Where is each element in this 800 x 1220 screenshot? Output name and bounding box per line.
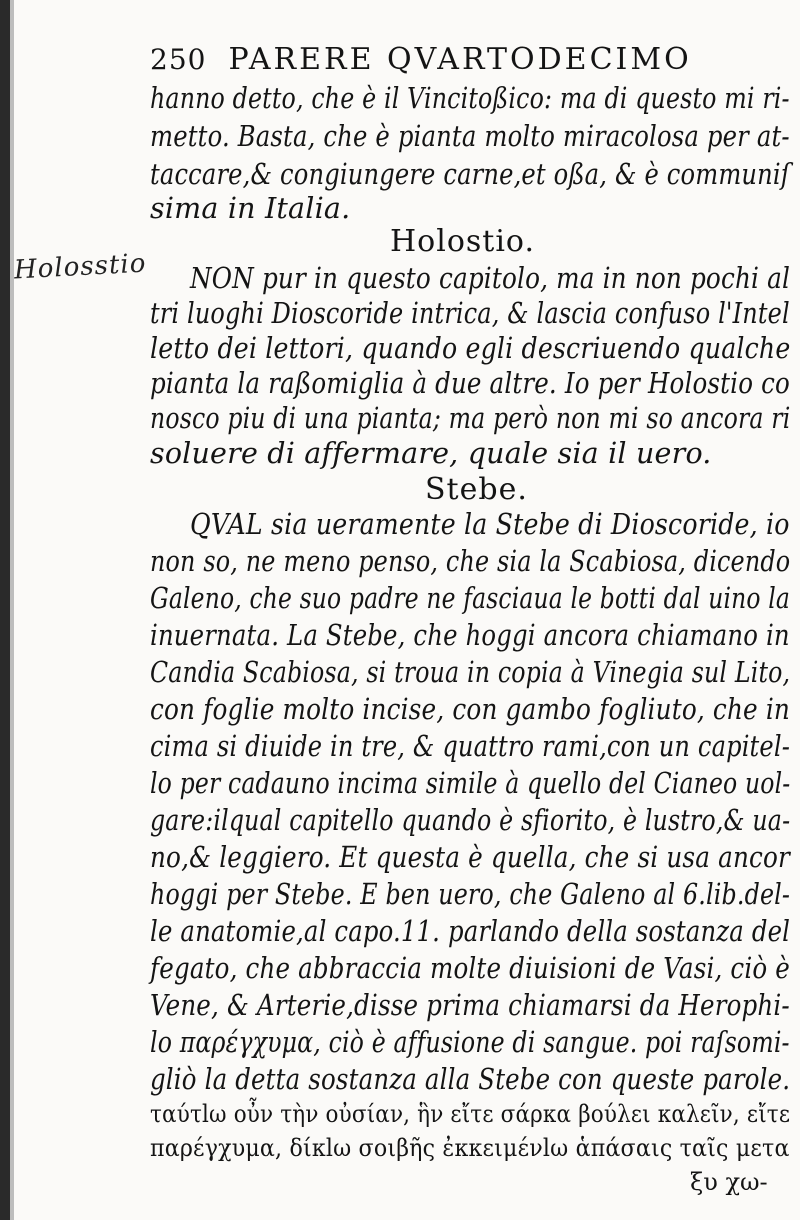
text-line: con foglie molto incise, con gambo fogliuto, che in (150, 693, 791, 726)
text-line: hoggi per Stebe. E ben uero, che Galeno al 6.lib.del- (150, 878, 791, 911)
text-line: inuernata. La Stebe, che hoggi ancora chiamano in (150, 619, 790, 652)
text-line: Candia Scabiosa, si troua in copia à Vinegia sul Lito, (150, 656, 791, 689)
text-line: hanno detto, che è il Vincitoßico: ma di questo mi ri- (150, 82, 790, 115)
text-line: non so, ne meno penso, che sia la Scabiosa, dicendo (150, 545, 791, 578)
text-line: fegato, che abbraccia molte diuisioni de Vasi, ciò è (150, 952, 790, 985)
text-line: lo per cadauno incima simile à quello del Cianeo uol- (150, 767, 791, 800)
text-line: le anatomie,al capo.11. parlando della sostanza del (150, 915, 791, 948)
text-line: tri luoghi Dioscoride intrica, & lascia confuso l'Intel (150, 297, 790, 330)
page-gutter-shadow (0, 0, 10, 1220)
running-title: PARERE QVARTODECIMO (228, 42, 692, 77)
section-heading-stebe: Stebe. (425, 472, 528, 507)
text-line: cima si diuide in tre, & quattro rami,con un capitel- (150, 730, 791, 763)
text-line: gare:ilqual capitello quando è sfiorito, è lustro,& ua- (150, 804, 791, 837)
text-line: pianta la raßomiglia à due altre. Io per Holostio co (150, 367, 790, 400)
section-heading-holostio: Holostio. (390, 224, 535, 259)
text-line: metto. Basta, che è pianta molto miracolosa per at- (150, 120, 790, 153)
text-line: soluere di affermare, quale sia il uero. (150, 437, 712, 470)
catchword: ξυ χω- (690, 1168, 768, 1196)
text-line: gliò la detta sostanza alla Stebe con queste parole. (150, 1063, 791, 1096)
greek-text-line: ταύτlω οὖν τὴν οὐσίαν, ἣν εἴτε σάρκα βούλει καλεῖν, εἴτε (150, 1100, 791, 1128)
text-line: taccare,& congiungere carne,et oßa, & è communiſ (150, 158, 790, 191)
text-line: nosco piu di una pianta; ma però non mi so ancora ri (150, 402, 791, 435)
text-line: Vene, & Arterie,disse prima chiamarsi da Herophi- (150, 989, 790, 1022)
text-line: Galeno, che suo padre ne fasciaua le botti dal uino la (150, 582, 791, 615)
page-gutter-edge (10, 0, 14, 1220)
text-line: no,& leggiero. Et questa è quella, che si usa ancor (150, 841, 790, 874)
greek-text-line: παρέγχυμα, δίκlω σοιβῆς ἐκκειμένlω ἁπάσαις ταῖς μετα (150, 1134, 790, 1162)
handwritten-margin-note: Holosstio (13, 248, 148, 286)
text-line: QVAL sia ueramente la Stebe di Dioscoride, io (190, 508, 790, 541)
page-number: 250 (150, 43, 207, 76)
text-line: sima in Italia. (150, 192, 351, 225)
text-line: letto dei lettori, quando egli descriuendo qualche (150, 332, 791, 365)
text-line: NON pur in questo capitolo, ma in non pochi al (190, 262, 791, 295)
text-line: lo παρέγχυμα, ciò è affusione di sangue. poi raſsomi- (150, 1026, 790, 1059)
running-header (150, 42, 770, 77)
